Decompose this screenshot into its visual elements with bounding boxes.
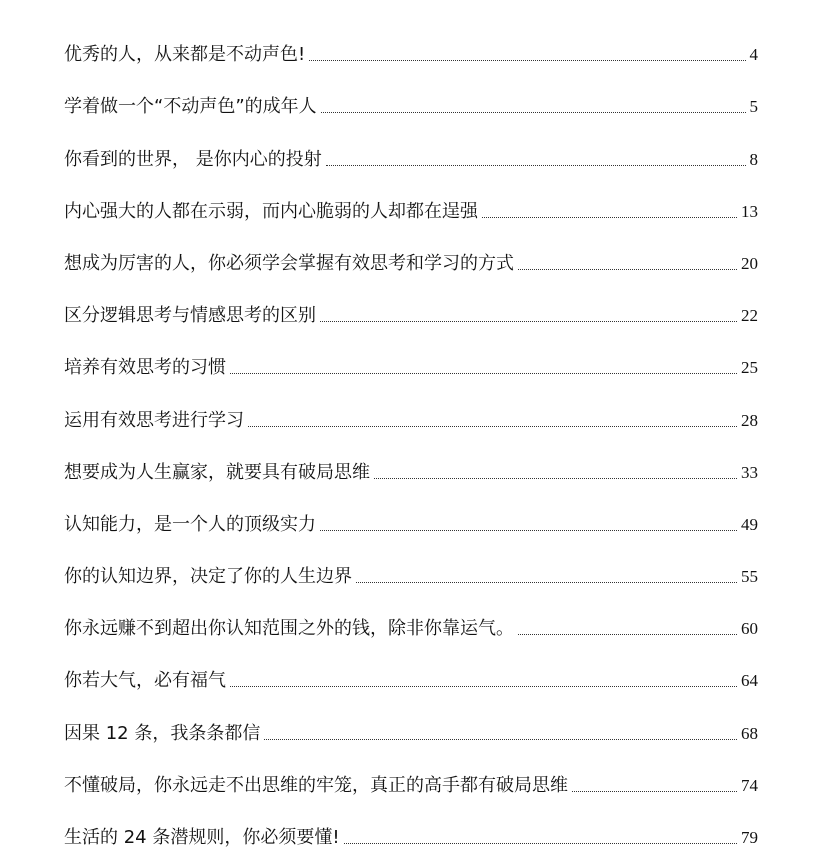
toc-entry-page: 74 xyxy=(741,775,758,795)
toc-entry[interactable] xyxy=(64,492,758,544)
toc-entry-page: 25 xyxy=(741,358,758,378)
toc-entry[interactable] xyxy=(64,335,758,387)
toc-entry-title: 认知能力，是一个人的顶级实力 xyxy=(64,513,316,535)
dot-leader xyxy=(248,426,737,427)
toc-entry[interactable] xyxy=(64,648,758,700)
dot-leader xyxy=(230,373,737,374)
toc-entry-title: 生活的 24 条潜规则，你必须要懂! xyxy=(64,827,340,848)
dot-leader xyxy=(518,634,737,635)
toc-entry[interactable] xyxy=(64,283,758,335)
toc-entry-title: 想成为厉害的人，你必须学会掌握有效思考和学习的方式 xyxy=(64,252,514,274)
toc-entry-title: 你若大气，必有福气 xyxy=(64,670,226,692)
toc-entry-page: 49 xyxy=(741,514,758,534)
dot-leader xyxy=(356,582,737,583)
dot-leader xyxy=(321,112,746,113)
dot-leader xyxy=(320,530,737,531)
dot-leader xyxy=(320,321,737,322)
toc-entry-page: 64 xyxy=(741,671,758,691)
toc-entry-title: 你永远赚不到超出你认知范围之外的钱，除非你靠运气。 xyxy=(64,618,514,640)
toc-entry-page: 8 xyxy=(749,149,758,169)
dot-leader xyxy=(572,791,737,792)
toc-entry-title: 你看到的世界， 是你内心的投射 xyxy=(64,148,322,170)
toc-entry[interactable] xyxy=(64,179,758,231)
toc-entry[interactable] xyxy=(64,440,758,492)
toc-entry[interactable] xyxy=(64,805,758,857)
toc-entry-page: 33 xyxy=(741,462,758,482)
dot-leader xyxy=(482,217,737,218)
toc-entry-page: 13 xyxy=(741,201,758,221)
toc-entry-page: 20 xyxy=(741,253,758,273)
toc-entry-page: 28 xyxy=(741,410,758,430)
toc-entry[interactable] xyxy=(64,231,758,283)
toc-entry[interactable] xyxy=(64,596,758,648)
dot-leader xyxy=(264,739,737,740)
dot-leader xyxy=(518,269,737,270)
toc-entry-page: 4 xyxy=(749,45,758,65)
toc-entry-page: 68 xyxy=(741,723,758,743)
dot-leader xyxy=(326,165,746,166)
dot-leader xyxy=(374,478,737,479)
toc-entry-title: 想要成为人生赢家，就要具有破局思维 xyxy=(64,461,370,483)
toc-entry-page: 55 xyxy=(741,567,758,587)
toc-entry[interactable] xyxy=(64,700,758,752)
toc-entry-title: 培养有效思考的习惯 xyxy=(64,357,226,379)
toc-entry[interactable] xyxy=(64,387,758,439)
toc-entry-page: 60 xyxy=(741,619,758,639)
toc-entry-title: 运用有效思考进行学习 xyxy=(64,409,244,431)
toc-entry-page: 22 xyxy=(741,306,758,326)
toc-entry-title: 你的认知边界，决定了你的人生边界 xyxy=(64,566,352,588)
toc-entry[interactable] xyxy=(64,126,758,178)
toc-entry[interactable] xyxy=(64,22,758,74)
table-of-contents xyxy=(64,22,758,857)
dot-leader xyxy=(344,843,737,844)
toc-entry[interactable] xyxy=(64,544,758,596)
toc-entry-title: 因果 12 条，我条条都信 xyxy=(64,722,261,744)
dot-leader xyxy=(230,686,737,687)
toc-entry-title: 优秀的人，从来都是不动声色! xyxy=(64,44,306,66)
toc-entry[interactable] xyxy=(64,753,758,805)
dot-leader xyxy=(309,60,745,61)
toc-entry-title: 学着做一个“不动声色”的成年人 xyxy=(64,96,317,118)
toc-entry-title: 不懂破局，你永远走不出思维的牢笼，真正的高手都有破局思维 xyxy=(64,774,568,796)
toc-entry-page: 5 xyxy=(749,97,758,117)
toc-entry-page: 79 xyxy=(741,828,758,847)
toc-entry-title: 区分逻辑思考与情感思考的区别 xyxy=(64,305,316,327)
toc-entry-title: 内心强大的人都在示弱，而内心脆弱的人却都在逞强 xyxy=(64,200,478,222)
toc-entry[interactable] xyxy=(64,74,758,126)
